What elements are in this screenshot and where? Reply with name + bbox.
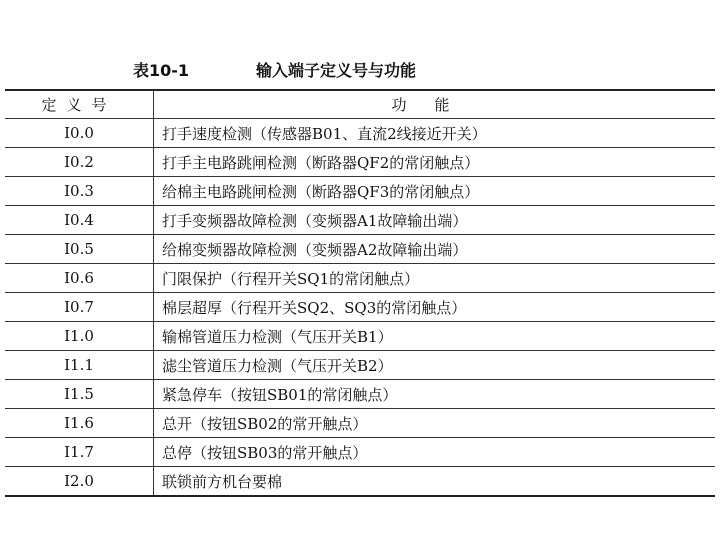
table-row xyxy=(5,351,715,380)
cell-code: I2.0 xyxy=(5,467,154,497)
cell-function: 联锁前方机台要棉 xyxy=(154,467,716,497)
table-row xyxy=(5,322,715,351)
table-row xyxy=(5,148,715,177)
input-terminal-table xyxy=(5,89,715,497)
cell-code: I0.5 xyxy=(5,235,154,264)
table-row xyxy=(5,177,715,206)
cell-code: I0.6 xyxy=(5,264,154,293)
cell-function: 打手变频器故障检测（变频器A1故障输出端） xyxy=(154,206,716,235)
cell-function: 棉层超厚（行程开关SQ2、SQ3的常闭触点） xyxy=(154,293,716,322)
cell-function: 紧急停车（按钮SB01的常闭触点） xyxy=(154,380,716,409)
table-header-row xyxy=(5,90,715,119)
table-row xyxy=(5,264,715,293)
cell-code: I1.5 xyxy=(5,380,154,409)
cell-code: I1.0 xyxy=(5,322,154,351)
table-row xyxy=(5,119,715,148)
cell-function: 打手速度检测（传感器B01、直流2线接近开关） xyxy=(154,119,716,148)
table-row xyxy=(5,380,715,409)
cell-code: I0.3 xyxy=(5,177,154,206)
table-row xyxy=(5,409,715,438)
cell-code: I0.7 xyxy=(5,293,154,322)
table-row xyxy=(5,467,715,497)
table-row xyxy=(5,438,715,467)
cell-function: 总停（按钮SB03的常开触点） xyxy=(154,438,716,467)
table-number: 表10-1 xyxy=(133,61,190,80)
cell-function: 输棉管道压力检测（气压开关B1） xyxy=(154,322,716,351)
cell-code: I1.7 xyxy=(5,438,154,467)
cell-function: 给棉变频器故障检测（变频器A2故障输出端） xyxy=(154,235,716,264)
cell-code: I1.1 xyxy=(5,351,154,380)
cell-function: 给棉主电路跳闸检测（断路器QF3的常闭触点） xyxy=(154,177,716,206)
table-caption xyxy=(0,58,720,82)
cell-function: 滤尘管道压力检测（气压开关B2） xyxy=(154,351,716,380)
header-definition-number: 定义号 xyxy=(5,90,154,119)
table-title: 输入端子定义号与功能 xyxy=(256,61,417,80)
header-function: 功能 xyxy=(154,90,716,119)
cell-code: I0.2 xyxy=(5,148,154,177)
cell-function: 打手主电路跳闸检测（断路器QF2的常闭触点） xyxy=(154,148,716,177)
cell-code: I0.0 xyxy=(5,119,154,148)
table-row xyxy=(5,206,715,235)
cell-function: 门限保护（行程开关SQ1的常闭触点） xyxy=(154,264,716,293)
table-row xyxy=(5,293,715,322)
cell-function: 总开（按钮SB02的常开触点） xyxy=(154,409,716,438)
cell-code: I1.6 xyxy=(5,409,154,438)
cell-code: I0.4 xyxy=(5,206,154,235)
table-row xyxy=(5,235,715,264)
